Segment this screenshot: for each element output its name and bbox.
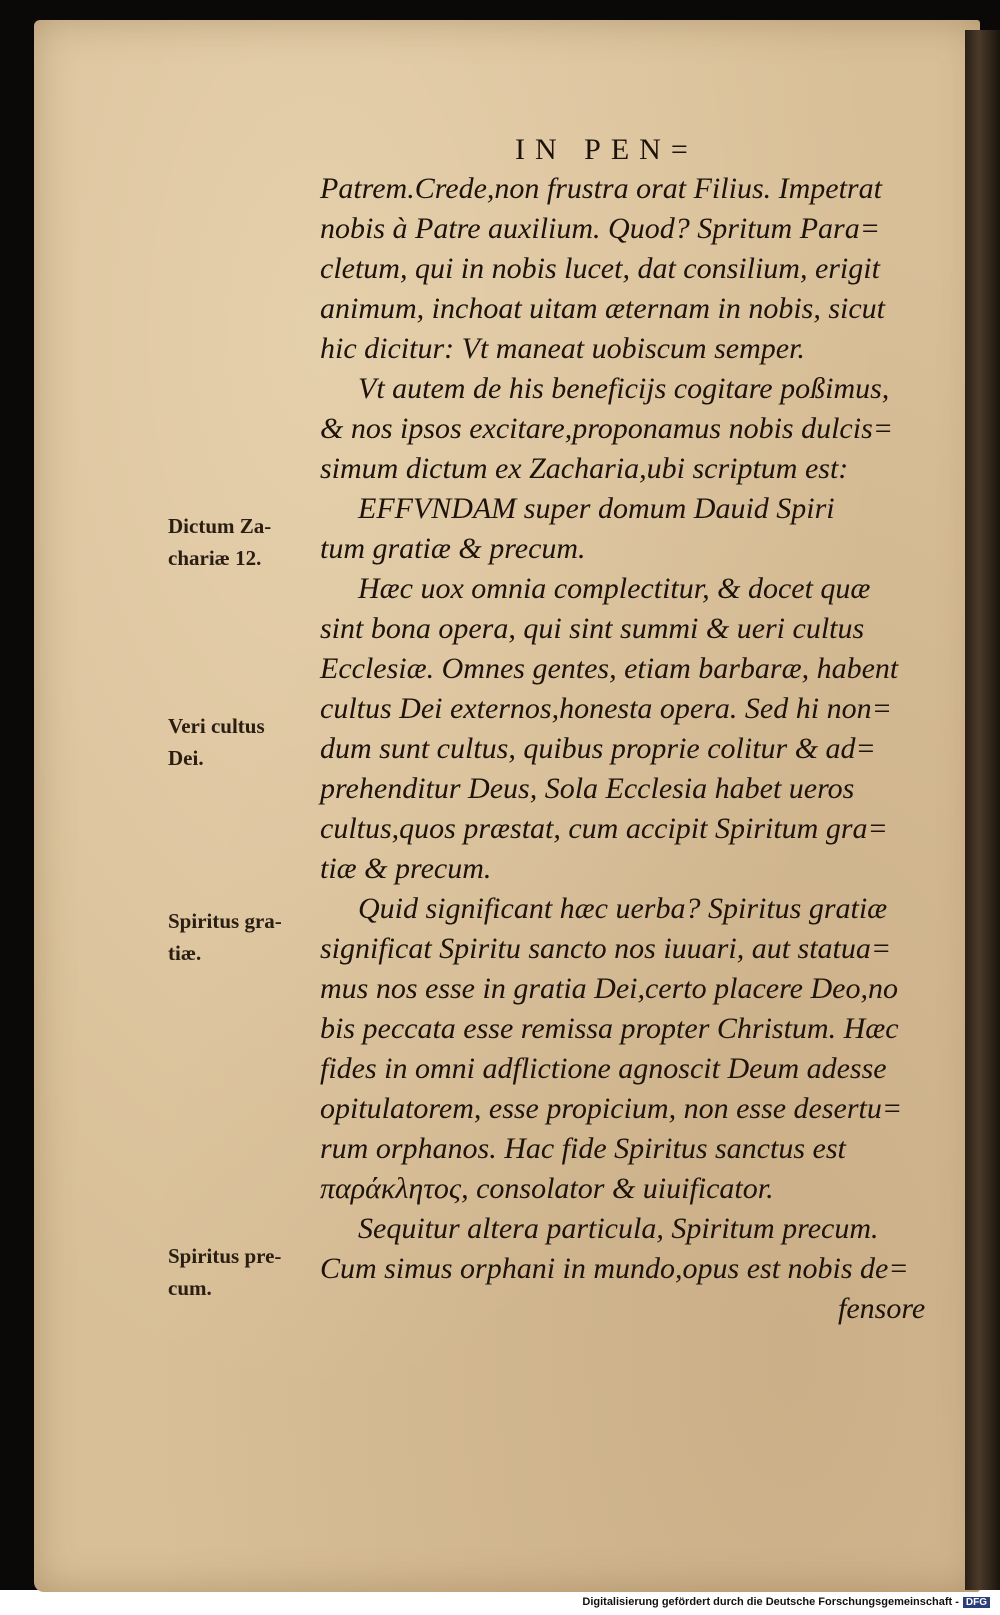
text-line: tiæ & precum. <box>320 852 492 885</box>
text-line: Hæc uox omnia complectitur, & docet quæ <box>358 572 871 605</box>
text-line: prehenditur Deus, Sola Ecclesia habet ueros <box>320 772 855 805</box>
text-line: hic dicitur: Vt maneat uobiscum semper. <box>320 332 805 365</box>
text-line: Patrem.Crede,non frustra orat Filius. Impetrat <box>320 172 882 205</box>
text-line: bis peccata esse remissa propter Christum. Hæc <box>320 1012 899 1045</box>
digitization-credit <box>582 1596 990 1608</box>
margin-note-line: Dictum Za- <box>168 514 272 538</box>
text-line: παράκλητος, consolator & uiuificator. <box>320 1172 774 1205</box>
margin-note <box>168 510 271 574</box>
text-line: animum, inchoat uitam æternam in nobis, sicut <box>320 292 885 325</box>
text-line: dum sunt cultus, quibus proprie colitur & ad= <box>320 732 876 765</box>
text-line: & nos ipsos excitare,proponamus nobis dulcis= <box>320 412 894 445</box>
text-line: Ecclesiæ. Omnes gentes, etiam barbaræ, habent <box>320 652 899 685</box>
margin-note-line: chariæ 12. <box>168 546 262 570</box>
margin-note <box>168 710 265 774</box>
text-line: Sequitur altera particula, Spiritum precum. <box>358 1212 879 1245</box>
text-line: simum dictum ex Zacharia,ubi scriptum est: <box>320 452 849 485</box>
dfg-logo-icon: DFG <box>963 1597 990 1608</box>
text-line: nobis à Patre auxilium. Quod? Spritum Para= <box>320 212 880 245</box>
text-line: Quid significant hæc uerba? Spiritus gratiæ <box>358 892 888 925</box>
margin-note <box>168 1240 281 1304</box>
margin-note-line: Spiritus gra- <box>168 909 282 933</box>
margin-note-line: Spiritus pre- <box>168 1244 282 1268</box>
margin-note-line: tiæ. <box>168 941 202 965</box>
credit-text: Digitalisierung gefördert durch die Deutsche Forschungsgemeinschaft - <box>582 1596 959 1608</box>
text-line: Cum simus orphani in mundo,opus est nobis de= <box>320 1252 909 1285</box>
text-line: tum gratiæ & precum. <box>320 532 586 565</box>
page-edge <box>965 30 1000 1590</box>
catchword: fensore <box>838 1292 926 1325</box>
text-line: sint bona opera, qui sint summi & ueri cultus <box>320 612 865 645</box>
margin-note <box>168 905 282 969</box>
running-head: IN PEN= <box>515 133 698 166</box>
text-line: significat Spiritu sancto nos iuuari, aut statua= <box>320 932 892 965</box>
margin-note-line: Veri cultus <box>168 714 265 738</box>
text-line: EFFVNDAM super domum Dauid Spiri <box>358 492 835 525</box>
text-line: mus nos esse in gratia Dei,certo placere Deo,no <box>320 972 898 1005</box>
margin-note-line: cum. <box>168 1276 212 1300</box>
text-line: cultus,quos præstat, cum accipit Spiritum gra= <box>320 812 888 845</box>
margin-note-line: Dei. <box>168 746 204 770</box>
text-line: cultus Dei externos,honesta opera. Sed hi non= <box>320 692 892 725</box>
text-line: rum orphanos. Hac fide Spiritus sanctus est <box>320 1132 846 1165</box>
text-line: cletum, qui in nobis lucet, dat consilium, erigit <box>320 252 880 285</box>
text-line: opitulatorem, esse propicium, non esse desertu= <box>320 1092 903 1125</box>
text-line: Vt autem de his beneficijs cogitare poßimus, <box>358 372 890 405</box>
text-line: fides in omni adflictione agnoscit Deum adesse <box>320 1052 887 1085</box>
